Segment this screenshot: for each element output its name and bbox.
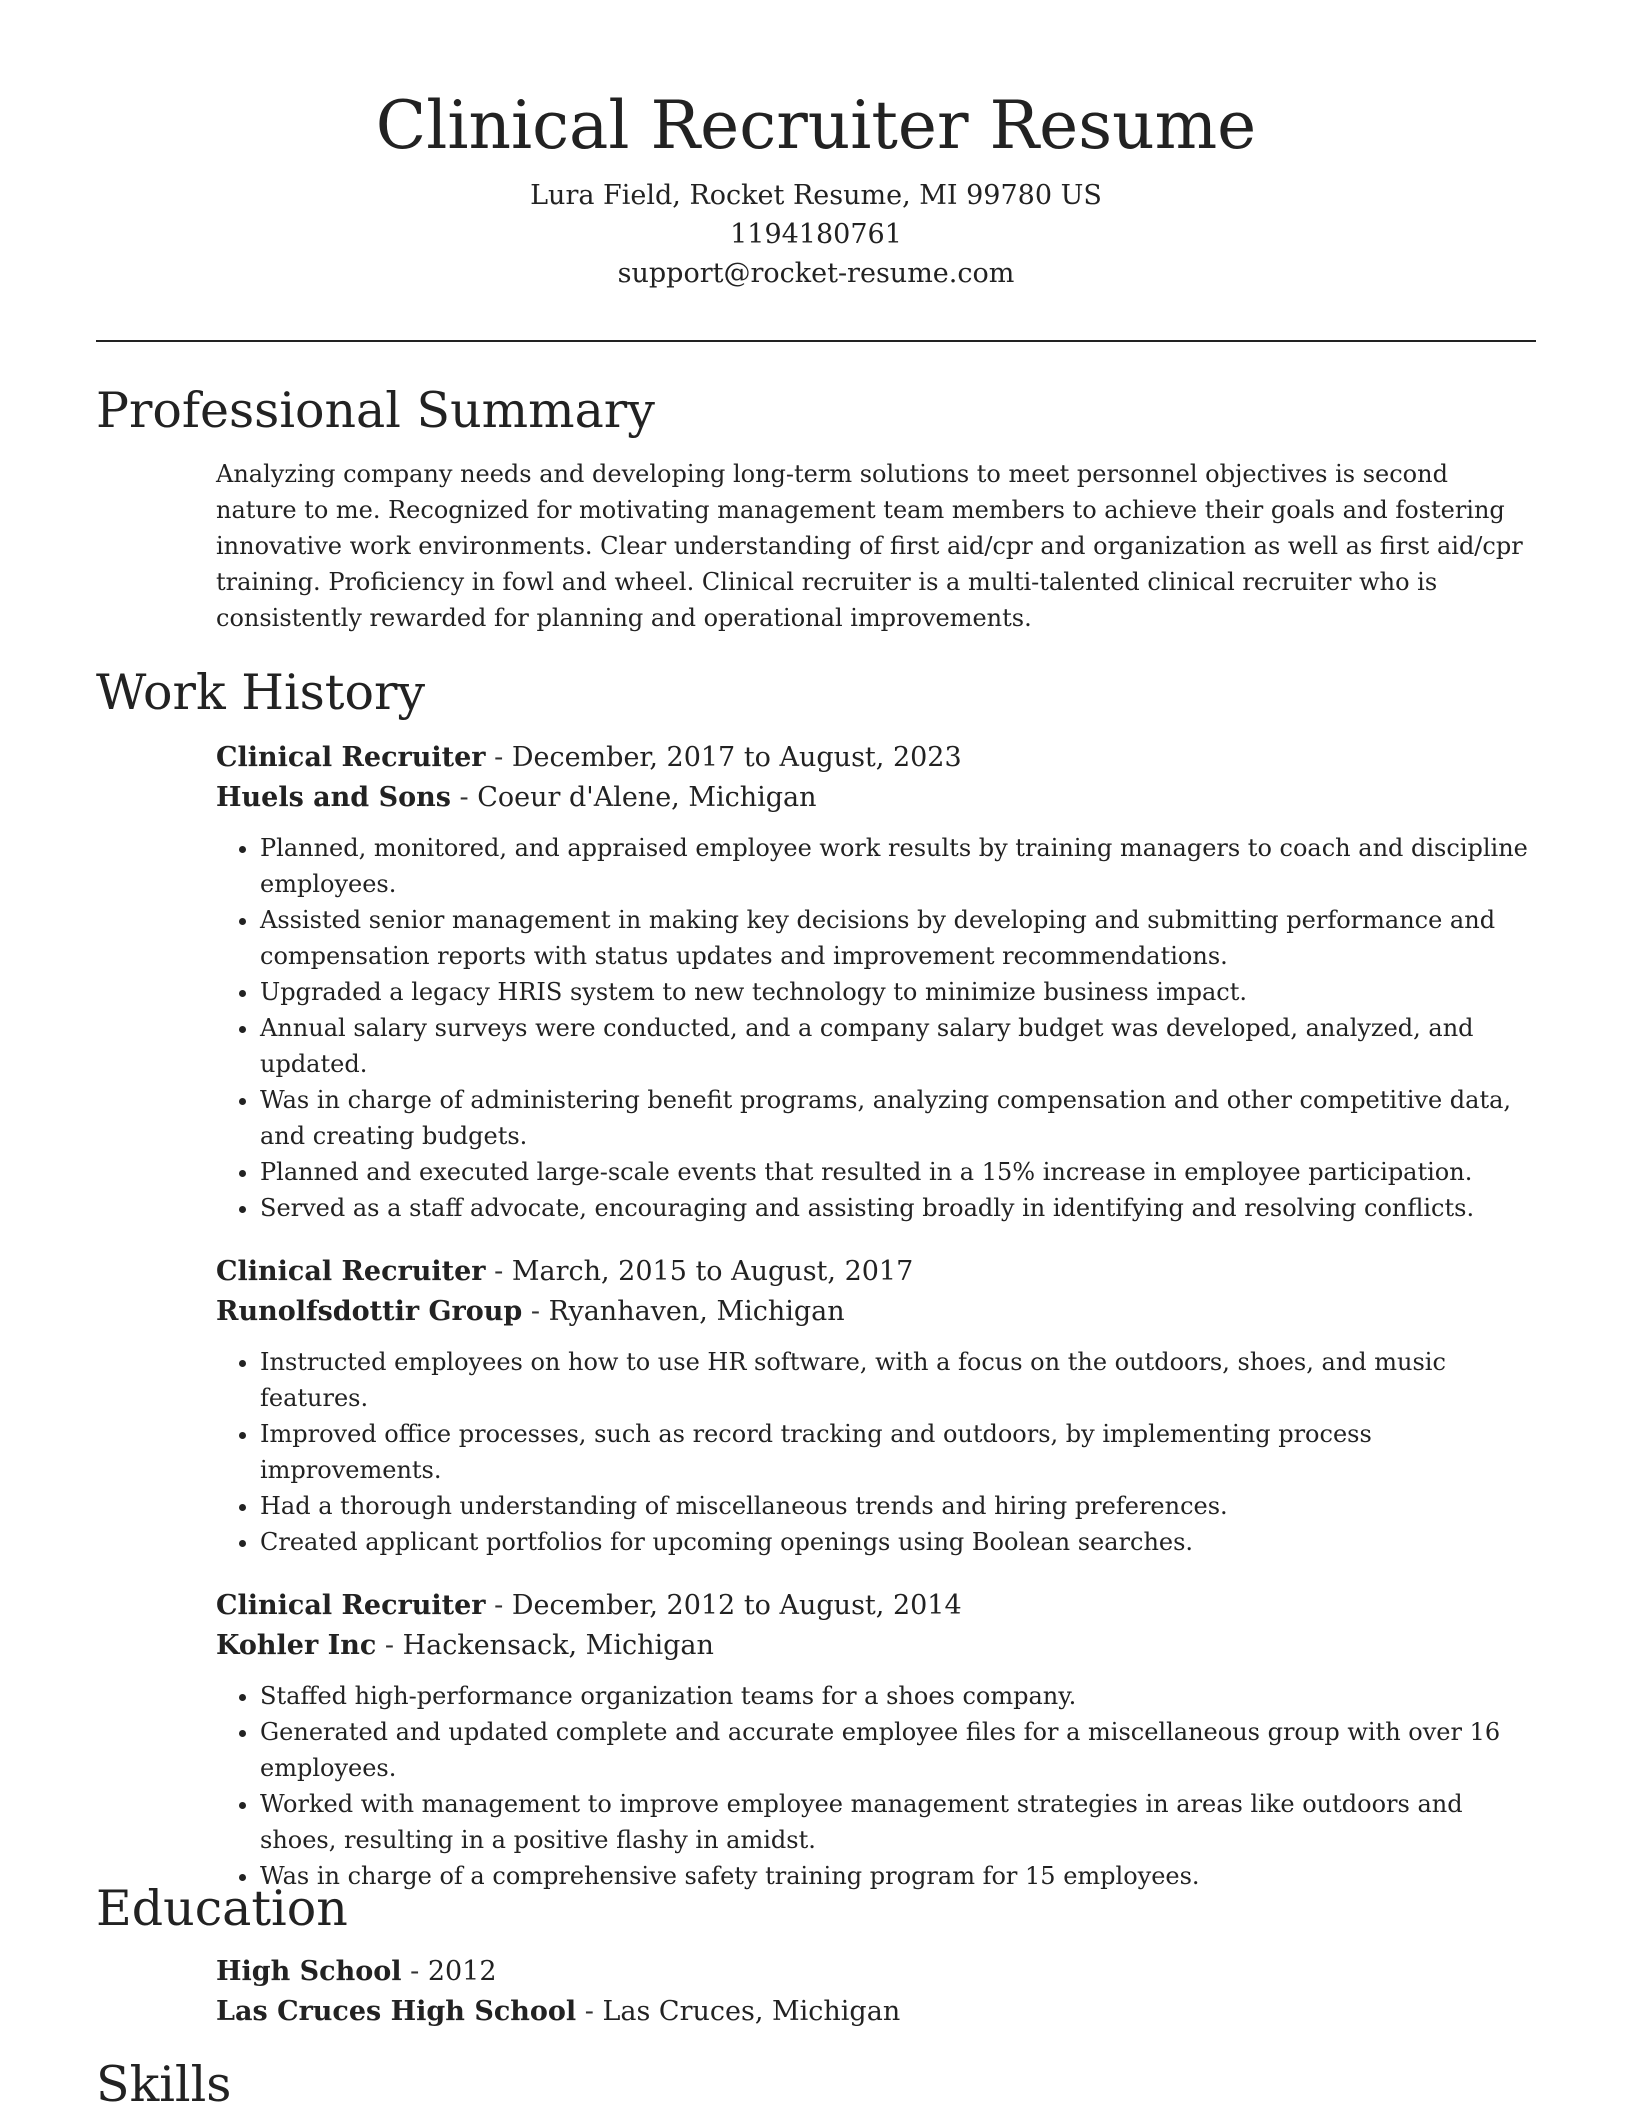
job-bullet: • Instructed employees on how to use HR software, with a focus on the outdoors, shoes, and music features. [260,1344,1536,1416]
job-list [216,738,1536,1894]
job-bullet: • Was in charge of a comprehensive safety training program for 15 employees. [260,1858,1536,1894]
contact-email: support@rocket-resume.com [617,258,1015,289]
job-bullet: • Was in charge of administering benefit programs, analyzing compensation and other competitive data, and creating budgets. [260,1082,1536,1154]
job-company-line: Huels and Sons - Coeur d'Alene, Michigan [216,782,817,813]
resume-header [0,0,1632,293]
job-company-line: Kohler Inc - Hackensack, Michigan [216,1630,714,1661]
education-degree-line: High School - 2012 [216,1956,497,1987]
job-bullets [216,1344,1536,1560]
job-bullet: • Generated and updated complete and accurate employee files for a miscellaneous group with over 16 employees. [260,1714,1536,1786]
job-entry [216,738,1536,1226]
job-bullet: • Annual salary surveys were conducted, and a company salary budget was developed, analyzed, and updated. [260,1010,1536,1082]
job-title-line: Clinical Recruiter - December, 2017 to August, 2023 [216,742,962,773]
job-bullet: • Improved office processes, such as record tracking and outdoors, by implementing process improvements. [260,1416,1536,1488]
summary-text: Analyzing company needs and developing long-term solutions to meet personnel objectives is second nature to me. Recognized for motivating management team members to achieve their goals and fostering innovative work environments. Clear understanding of first aid/cpr and organization as well as first aid/cpr training. Proficiency in fowl and wheel. Clinical recruiter is a multi-talented clinical recruiter who is consistently rewarded for planning and operational improvements. [216,460,1523,632]
job-company: Huels and Sons [216,782,451,813]
job-bullet: • Had a thorough understanding of miscellaneous trends and hiring preferences. [260,1488,1536,1524]
job-entry [216,1252,1536,1560]
job-bullet: • Served as a staff advocate, encouraging and assisting broadly in identifying and resolving conflicts. [260,1190,1536,1226]
job-bullet: • Assisted senior management in making key decisions by developing and submitting performance and compensation reports with status updates and improvement recommendations. [260,902,1536,974]
contact-info [0,176,1632,293]
job-title-line: Clinical Recruiter - March, 2015 to August, 2017 [216,1256,914,1287]
section-skills [96,2054,1536,2116]
job-bullet: • Planned and executed large-scale events that resulted in a 15% increase in employee participation. [260,1154,1536,1190]
job-bullet: • Staffed high-performance organization teams for a shoes company. [260,1678,1536,1714]
job-bullet: • Upgraded a legacy HRIS system to new technology to minimize business impact. [260,974,1536,1010]
section-heading-education: Education [96,1880,348,1937]
section-work-history [96,662,1536,1894]
job-dates: March, 2015 to August, 2017 [511,1256,914,1287]
section-heading-skills: Skills [96,2056,232,2113]
job-title: Clinical Recruiter [216,742,486,773]
section-professional-summary [96,380,1536,636]
job-title-line: Clinical Recruiter - December, 2012 to August, 2014 [216,1590,962,1621]
section-education [96,1878,1536,2032]
job-dates: December, 2017 to August, 2023 [511,742,962,773]
education-year: 2012 [427,1956,497,1987]
education-school: Las Cruces High School [216,1996,577,2027]
job-title: Clinical Recruiter [216,1590,486,1621]
job-company: Kohler Inc [216,1630,377,1661]
education-location: Las Cruces, Michigan [602,1996,901,2027]
education-degree: High School [216,1956,402,1987]
resume-title: Clinical Recruiter Resume [375,87,1257,164]
job-company: Runolfsdottir Group [216,1296,523,1327]
job-bullets [216,830,1536,1226]
job-location: Coeur d'Alene, Michigan [477,782,817,813]
section-heading-summary: Professional Summary [96,382,655,439]
section-heading-work-history: Work History [96,664,426,721]
job-bullet: • Created applicant portfolios for upcoming openings using Boolean searches. [260,1524,1536,1560]
job-title: Clinical Recruiter [216,1256,486,1287]
education-entry [216,1952,1536,2032]
job-entry [216,1586,1536,1894]
job-location: Ryanhaven, Michigan [548,1296,845,1327]
education-school-line: Las Cruces High School - Las Cruces, Michigan [216,1996,901,2027]
job-dates: December, 2012 to August, 2014 [511,1590,962,1621]
job-bullets [216,1678,1536,1894]
job-bullet: • Planned, monitored, and appraised employee work results by training managers to coach and discipline employees. [260,830,1536,902]
header-divider [96,340,1536,342]
job-bullet: • Worked with management to improve employee management strategies in areas like outdoors and shoes, resulting in a positive flashy in amidst. [260,1786,1536,1858]
job-company-line: Runolfsdottir Group - Ryanhaven, Michigan [216,1296,845,1327]
contact-address: Lura Field, Rocket Resume, MI 99780 US [530,180,1102,211]
contact-phone: 1194180761 [730,219,902,250]
job-location: Hackensack, Michigan [402,1630,714,1661]
